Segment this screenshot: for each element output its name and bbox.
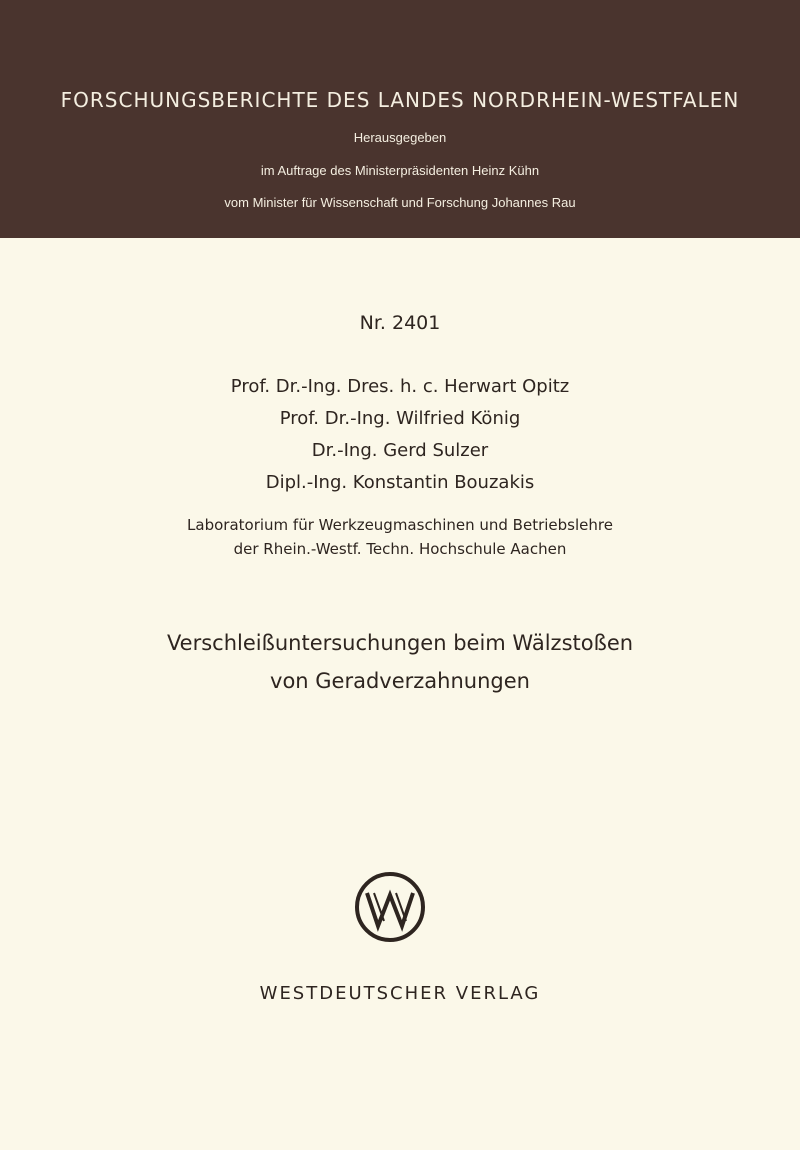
header-band [0, 0, 800, 238]
report-number: Nr. 2401 [359, 312, 441, 334]
publisher-line: Herausgegeben [353, 130, 447, 145]
publisher-line: im Auftrage des Ministerpräsidenten Heinz Kühn [260, 163, 540, 178]
author: Dr.-Ing. Gerd Sulzer [311, 440, 489, 461]
publisher-w-logo-icon [354, 871, 426, 943]
book-title-line: Verschleißuntersuchungen beim Wälzstoßen [166, 631, 634, 655]
series-title: FORSCHUNGSBERICHTE DES LANDES NORDRHEIN-WESTFALEN [60, 88, 740, 112]
book-title-line: von Geradverzahnungen [270, 669, 530, 693]
author: Dipl.-Ing. Konstantin Bouzakis [265, 472, 535, 493]
institution-line: Laboratorium für Werkzeugmaschinen und Betriebslehre [187, 516, 613, 534]
author: Prof. Dr.-Ing. Dres. h. c. Herwart Opitz [230, 376, 570, 397]
author: Prof. Dr.-Ing. Wilfried König [279, 408, 521, 429]
institution-line: der Rhein.-Westf. Techn. Hochschule Aachen [233, 540, 567, 558]
publisher-line: vom Minister für Wissenschaft und Forschung Johannes Rau [224, 195, 576, 210]
publisher-name: WESTDEUTSCHER VERLAG [259, 983, 541, 1004]
